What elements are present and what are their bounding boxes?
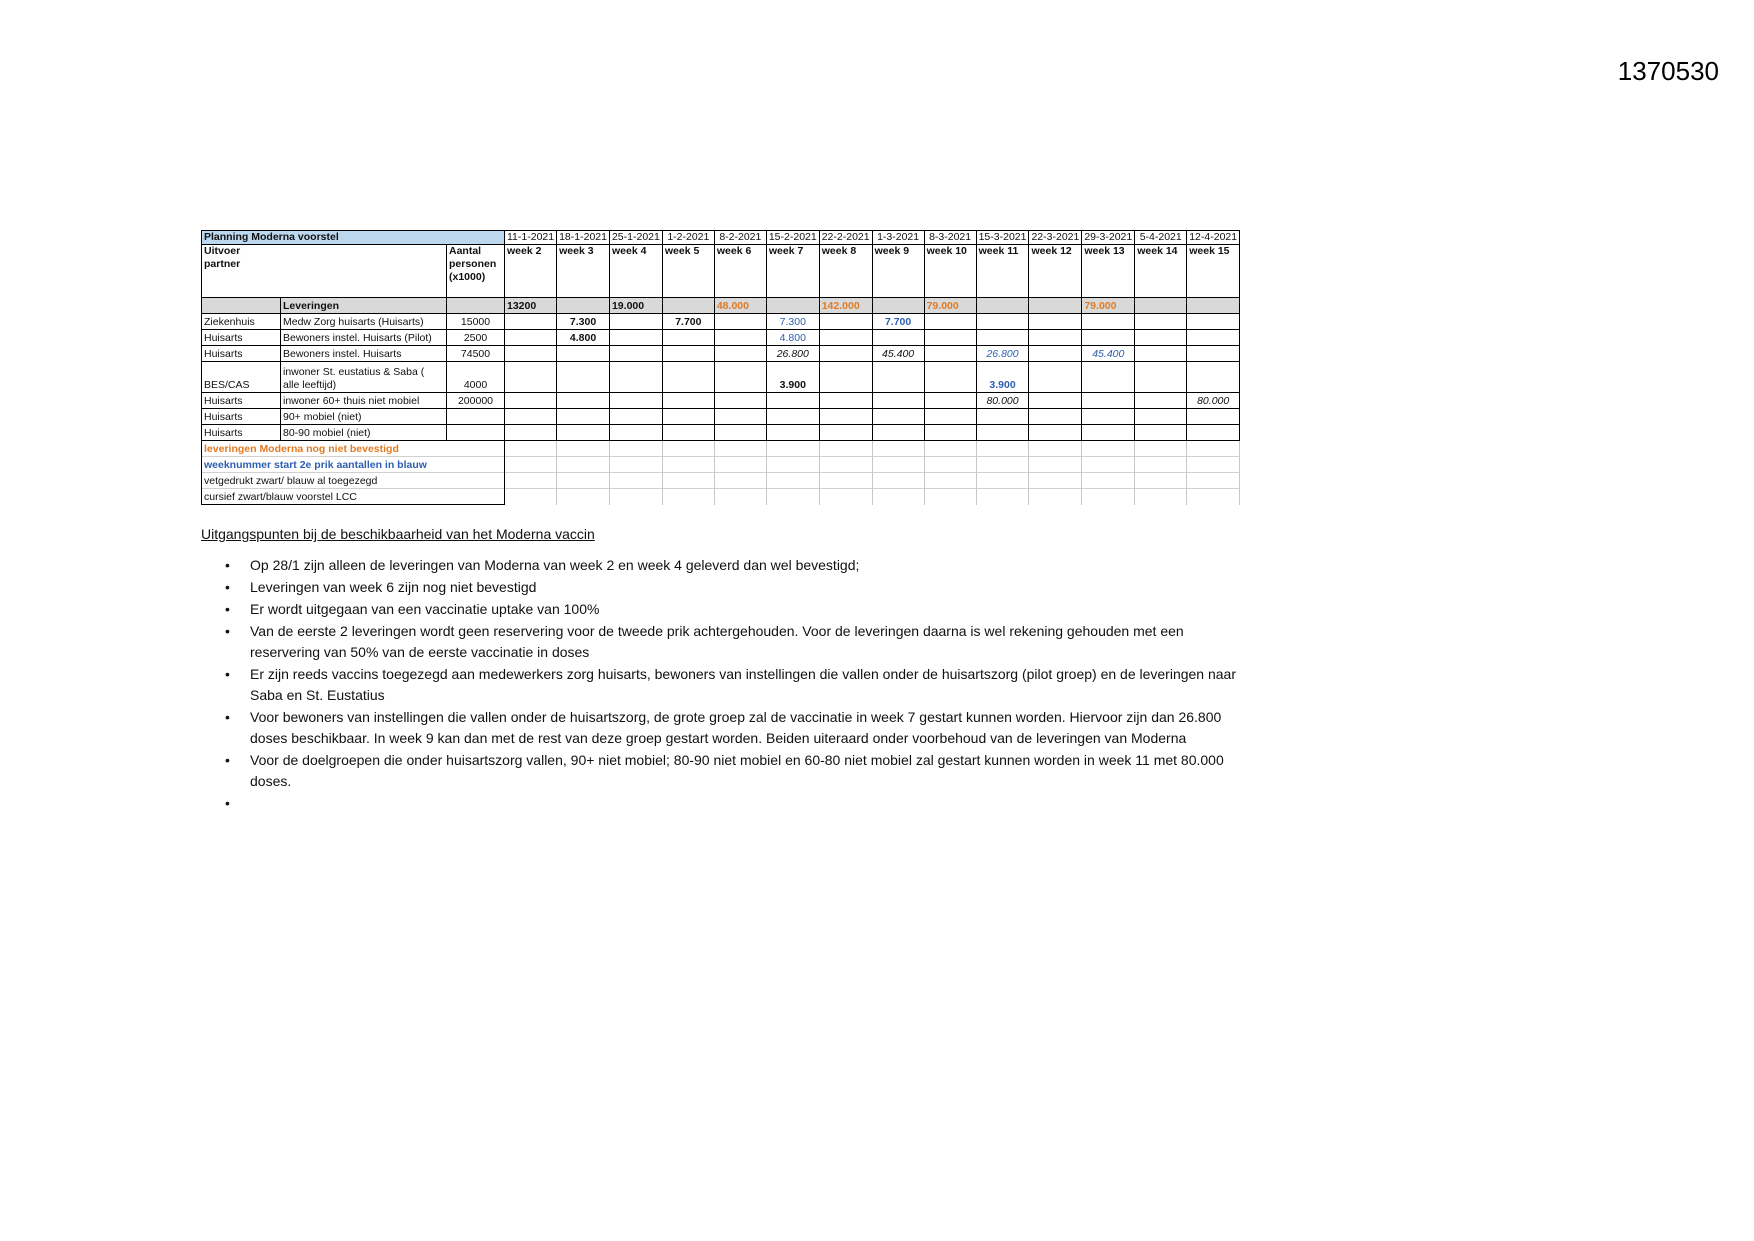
group-cell-line: alle leeftijd) [283, 379, 337, 391]
value-cell [1029, 425, 1082, 441]
legend-empty-cell [505, 441, 557, 457]
legend-empty-cell [714, 473, 766, 489]
value-cell [924, 314, 976, 330]
legend-empty-cell [819, 473, 872, 489]
legend-empty-cell [766, 457, 819, 473]
value-cell [924, 362, 976, 393]
legend-empty-cell [1187, 473, 1240, 489]
legend-empty-cell [766, 441, 819, 457]
date-cell: 8-2-2021 [714, 231, 766, 245]
week-header: week 4 [609, 245, 662, 298]
legend-empty-cell [662, 473, 714, 489]
legend-empty-cell [1082, 473, 1135, 489]
bullet-icon: • [225, 579, 230, 595]
legend-row [202, 457, 1240, 473]
week-header: week 14 [1135, 245, 1187, 298]
date-cell: 11-1-2021 [505, 231, 557, 245]
value-cell [1082, 362, 1135, 393]
list-item-text: Leveringen van week 6 zijn nog niet bevestigd [250, 579, 537, 595]
list-item-text: Van de eerste 2 leveringen wordt geen reservering voor de tweede prik achtergehouden. Voor de leveringen daarna is wel rekening gehouden met een reservering van 50% van de eerste vaccinatie in doses [250, 623, 1184, 660]
list-item [225, 577, 1241, 598]
notes-list [201, 555, 1241, 814]
legend-text: cursief zwart/blauw voorstel LCC [202, 489, 505, 505]
value-cell [976, 409, 1029, 425]
persons-cell [447, 425, 505, 441]
legend-empty-cell [976, 441, 1029, 457]
table-row [202, 425, 1240, 441]
legend-empty-cell [872, 441, 924, 457]
legend-row [202, 441, 1240, 457]
week-header: week 3 [557, 245, 610, 298]
group-cell: 80-90 mobiel (niet) [281, 425, 447, 441]
value-cell [662, 409, 714, 425]
value-cell [819, 362, 872, 393]
bullet-icon: • [225, 601, 230, 617]
bullet-icon: • [225, 557, 230, 573]
date-cell: 15-2-2021 [766, 231, 819, 245]
list-item [225, 707, 1241, 749]
legend-empty-cell [1135, 473, 1187, 489]
value-cell [976, 425, 1029, 441]
delivery-cell: 142.000 [819, 298, 872, 314]
value-cell: 80.000 [976, 393, 1029, 409]
value-cell [714, 330, 766, 346]
value-cell [557, 362, 610, 393]
legend-empty-cell [1082, 457, 1135, 473]
leveringen-label: Leveringen [281, 298, 447, 314]
list-item [225, 555, 1241, 576]
value-cell: 7.300 [557, 314, 610, 330]
week-header: week 13 [1082, 245, 1135, 298]
legend-empty-cell [609, 473, 662, 489]
list-item [225, 750, 1241, 792]
value-cell [819, 346, 872, 362]
persons-cell: 200000 [447, 393, 505, 409]
table-row [202, 346, 1240, 362]
value-cell [1135, 409, 1187, 425]
delivery-cell [1135, 298, 1187, 314]
value-cell [714, 314, 766, 330]
persons-cell: 74500 [447, 346, 505, 362]
partner-header-line: partner [204, 258, 241, 270]
date-cell: 5-4-2021 [1135, 231, 1187, 245]
value-cell [1135, 330, 1187, 346]
legend-empty-cell [714, 457, 766, 473]
legend-empty-cell [976, 473, 1029, 489]
legend-empty-cell [1029, 441, 1082, 457]
value-cell: 80.000 [1187, 393, 1240, 409]
legend-empty-cell [1029, 473, 1082, 489]
partner-header-line: Uitvoer [204, 245, 241, 257]
value-cell [609, 330, 662, 346]
week-header: week 7 [766, 245, 819, 298]
value-cell [1187, 362, 1240, 393]
legend-empty-cell [924, 457, 976, 473]
delivery-cell: 79.000 [1082, 298, 1135, 314]
value-cell [662, 346, 714, 362]
week-header-row [202, 245, 1240, 298]
partner-cell: Huisarts [202, 409, 281, 425]
value-cell [1187, 330, 1240, 346]
legend-empty-cell [1029, 489, 1082, 505]
value-cell [872, 362, 924, 393]
value-cell [976, 330, 1029, 346]
value-cell [924, 425, 976, 441]
value-cell [557, 409, 610, 425]
legend-empty-cell [976, 489, 1029, 505]
week-header: week 8 [819, 245, 872, 298]
value-cell [766, 393, 819, 409]
persons-header-line: (x1000) [449, 271, 486, 283]
value-cell: 26.800 [766, 346, 819, 362]
partner-header [202, 245, 281, 298]
week-header: week 12 [1029, 245, 1082, 298]
value-cell [505, 346, 557, 362]
partner-cell: BES/CAS [202, 362, 281, 393]
date-cell: 18-1-2021 [557, 231, 610, 245]
legend-empty-cell [662, 457, 714, 473]
notes-section [201, 524, 1241, 815]
legend-empty-cell [924, 473, 976, 489]
persons-cell [447, 409, 505, 425]
date-cell: 15-3-2021 [976, 231, 1029, 245]
group-cell: 90+ mobiel (niet) [281, 409, 447, 425]
week-header: week 15 [1187, 245, 1240, 298]
value-cell [819, 330, 872, 346]
table-row [202, 314, 1240, 330]
delivery-cell [557, 298, 610, 314]
value-cell [1135, 393, 1187, 409]
legend-empty-cell [819, 441, 872, 457]
value-cell [819, 425, 872, 441]
legend-empty-cell [609, 489, 662, 505]
legend-text: vetgedrukt zwart/ blauw al toegezegd [202, 473, 505, 489]
value-cell [1029, 314, 1082, 330]
value-cell: 3.900 [976, 362, 1029, 393]
value-cell [505, 393, 557, 409]
value-cell [662, 393, 714, 409]
delivery-cell [1187, 298, 1240, 314]
delivery-cell: 13200 [505, 298, 557, 314]
list-item-text: Voor bewoners van instellingen die vallen onder de huisartszorg, de grote groep zal de vaccinatie in week 7 gestart kunnen worden. Hiervoor zijn dan 26.800 doses beschikbaar. In week 9 kan dan met de rest van deze groep gestart worden. Beiden uiteraard onder voorbehoud van de leveringen van Moderna [250, 709, 1222, 746]
group-cell-line: inwoner St. eustatius & Saba ( [283, 366, 425, 378]
legend-text: leveringen Moderna nog niet bevestigd [202, 441, 505, 457]
value-cell [1082, 314, 1135, 330]
value-cell [1029, 409, 1082, 425]
value-cell: 4.800 [766, 330, 819, 346]
value-cell: 26.800 [976, 346, 1029, 362]
list-item-text: Voor de doelgroepen die onder huisartszorg vallen, 90+ niet mobiel; 80-90 niet mobiel en 60-80 niet mobiel zal gestart kunnen worden in week 11 met 80.000 doses. [250, 752, 1224, 789]
notes-title: Uitgangspunten bij de beschikbaarheid van het Moderna vaccin [201, 526, 595, 542]
delivery-cell: 48.000 [714, 298, 766, 314]
value-cell [1135, 425, 1187, 441]
legend-empty-cell [766, 473, 819, 489]
value-cell [766, 409, 819, 425]
legend-empty-cell [872, 489, 924, 505]
legend-empty-cell [1187, 441, 1240, 457]
value-cell [924, 346, 976, 362]
value-cell [1082, 409, 1135, 425]
legend-empty-cell [1135, 457, 1187, 473]
value-cell [714, 425, 766, 441]
legend-empty-cell [1135, 489, 1187, 505]
legend-empty-cell [557, 473, 610, 489]
group-cell: Medw Zorg huisarts (Huisarts) [281, 314, 447, 330]
value-cell [1187, 314, 1240, 330]
value-cell [714, 362, 766, 393]
list-item-text: Er wordt uitgegaan van een vaccinatie uptake van 100% [250, 601, 600, 617]
value-cell [557, 425, 610, 441]
group-header [281, 245, 447, 298]
legend-empty-cell [1029, 457, 1082, 473]
date-cell: 12-4-2021 [1187, 231, 1240, 245]
delivery-cell: 79.000 [924, 298, 976, 314]
week-header: week 6 [714, 245, 766, 298]
partner-cell: Ziekenhuis [202, 314, 281, 330]
date-cell: 1-3-2021 [872, 231, 924, 245]
planning-table [201, 230, 1240, 505]
partner-cell [202, 298, 281, 314]
value-cell [819, 409, 872, 425]
persons-cell: 2500 [447, 330, 505, 346]
value-cell [976, 314, 1029, 330]
table-row [202, 393, 1240, 409]
legend-empty-cell [557, 457, 610, 473]
persons-cell: 4000 [447, 362, 505, 393]
legend-empty-cell [1082, 489, 1135, 505]
persons-header-line: personen [449, 258, 497, 270]
value-cell [1029, 346, 1082, 362]
value-cell [1029, 330, 1082, 346]
persons-cell [447, 298, 505, 314]
value-cell [505, 409, 557, 425]
legend-empty-cell [924, 441, 976, 457]
partner-cell: Huisarts [202, 393, 281, 409]
document-number: 1370530 [1617, 56, 1719, 86]
value-cell [662, 330, 714, 346]
value-cell [924, 409, 976, 425]
value-cell [609, 314, 662, 330]
value-cell [662, 362, 714, 393]
week-header: week 9 [872, 245, 924, 298]
legend-empty-cell [505, 489, 557, 505]
group-cell [281, 362, 447, 393]
list-item [225, 621, 1241, 663]
legend-empty-cell [662, 489, 714, 505]
legend-empty-cell [505, 457, 557, 473]
value-cell [1187, 346, 1240, 362]
table-row [202, 362, 1240, 393]
week-header: week 11 [976, 245, 1029, 298]
value-cell [609, 362, 662, 393]
value-cell: 7.700 [872, 314, 924, 330]
value-cell [505, 314, 557, 330]
legend-empty-cell [609, 441, 662, 457]
legend-empty-cell [609, 457, 662, 473]
delivery-cell [662, 298, 714, 314]
delivery-cell [976, 298, 1029, 314]
date-cell: 22-3-2021 [1029, 231, 1082, 245]
table-row [202, 330, 1240, 346]
value-cell [609, 409, 662, 425]
value-cell [924, 330, 976, 346]
week-header: week 5 [662, 245, 714, 298]
date-cell: 1-2-2021 [662, 231, 714, 245]
value-cell [557, 346, 610, 362]
value-cell [1135, 346, 1187, 362]
value-cell [1187, 425, 1240, 441]
list-item [225, 664, 1241, 706]
legend-empty-cell [872, 457, 924, 473]
persons-header [447, 245, 505, 298]
date-cell: 8-3-2021 [924, 231, 976, 245]
value-cell: 4.800 [557, 330, 610, 346]
legend-empty-cell [662, 441, 714, 457]
legend-empty-cell [557, 441, 610, 457]
week-header: week 10 [924, 245, 976, 298]
legend-empty-cell [819, 457, 872, 473]
list-item-text: Op 28/1 zijn alleen de leveringen van Moderna van week 2 en week 4 geleverd dan wel bevestigd; [250, 557, 860, 573]
leveringen-row [202, 298, 1240, 314]
legend-empty-cell [1082, 441, 1135, 457]
legend-empty-cell [557, 489, 610, 505]
value-cell [1082, 330, 1135, 346]
group-cell: Bewoners instel. Huisarts (Pilot) [281, 330, 447, 346]
legend-empty-cell [714, 441, 766, 457]
value-cell [872, 393, 924, 409]
value-cell [872, 330, 924, 346]
value-cell [1187, 409, 1240, 425]
value-cell [1082, 393, 1135, 409]
bullet-icon: • [225, 795, 230, 811]
partner-cell: Huisarts [202, 330, 281, 346]
bullet-icon: • [225, 752, 230, 768]
legend-empty-cell [505, 473, 557, 489]
date-cell: 29-3-2021 [1082, 231, 1135, 245]
value-cell: 45.400 [872, 346, 924, 362]
legend-row [202, 489, 1240, 505]
legend-empty-cell [924, 489, 976, 505]
partner-cell: Huisarts [202, 346, 281, 362]
value-cell [924, 393, 976, 409]
legend-empty-cell [766, 489, 819, 505]
date-cell: 25-1-2021 [609, 231, 662, 245]
legend-empty-cell [976, 457, 1029, 473]
delivery-cell [872, 298, 924, 314]
value-cell [609, 393, 662, 409]
partner-cell: Huisarts [202, 425, 281, 441]
value-cell [1135, 314, 1187, 330]
value-cell [766, 425, 819, 441]
legend-empty-cell [1187, 457, 1240, 473]
legend-empty-cell [872, 473, 924, 489]
value-cell: 7.300 [766, 314, 819, 330]
value-cell [505, 425, 557, 441]
value-cell [714, 409, 766, 425]
date-row [202, 231, 1240, 245]
legend-empty-cell [1135, 441, 1187, 457]
list-item [225, 599, 1241, 620]
value-cell [505, 362, 557, 393]
legend-row [202, 473, 1240, 489]
table-row [202, 409, 1240, 425]
value-cell: 3.900 [766, 362, 819, 393]
value-cell [609, 425, 662, 441]
value-cell [1082, 425, 1135, 441]
bullet-icon: • [225, 709, 230, 725]
persons-cell: 15000 [447, 314, 505, 330]
value-cell [819, 314, 872, 330]
persons-header-line: Aantal [449, 245, 482, 257]
date-cell: 22-2-2021 [819, 231, 872, 245]
legend-text: weeknummer start 2e prik aantallen in blauw [202, 457, 505, 473]
value-cell [819, 393, 872, 409]
legend-empty-cell [1187, 489, 1240, 505]
delivery-cell [1029, 298, 1082, 314]
value-cell [1135, 362, 1187, 393]
value-cell: 45.400 [1082, 346, 1135, 362]
value-cell [609, 346, 662, 362]
delivery-cell [766, 298, 819, 314]
value-cell [505, 330, 557, 346]
value-cell [1029, 362, 1082, 393]
value-cell: 7.700 [662, 314, 714, 330]
legend-empty-cell [714, 489, 766, 505]
value-cell [557, 393, 610, 409]
list-item-text: Er zijn reeds vaccins toegezegd aan medewerkers zorg huisarts, bewoners van instellingen die vallen onder de huisartszorg (pilot groep) en de leveringen naar Saba en St. Eustatius [250, 666, 1237, 703]
bullet-icon: • [225, 666, 230, 682]
value-cell [714, 393, 766, 409]
delivery-cell: 19.000 [609, 298, 662, 314]
value-cell [1029, 393, 1082, 409]
group-cell: inwoner 60+ thuis niet mobiel [281, 393, 447, 409]
value-cell [714, 346, 766, 362]
week-header: week 2 [505, 245, 557, 298]
list-item [225, 793, 1241, 814]
group-cell: Bewoners instel. Huisarts [281, 346, 447, 362]
table-title: Planning Moderna voorstel [202, 231, 505, 245]
value-cell [662, 425, 714, 441]
bullet-icon: • [225, 623, 230, 639]
value-cell [872, 409, 924, 425]
legend-empty-cell [819, 489, 872, 505]
value-cell [872, 425, 924, 441]
